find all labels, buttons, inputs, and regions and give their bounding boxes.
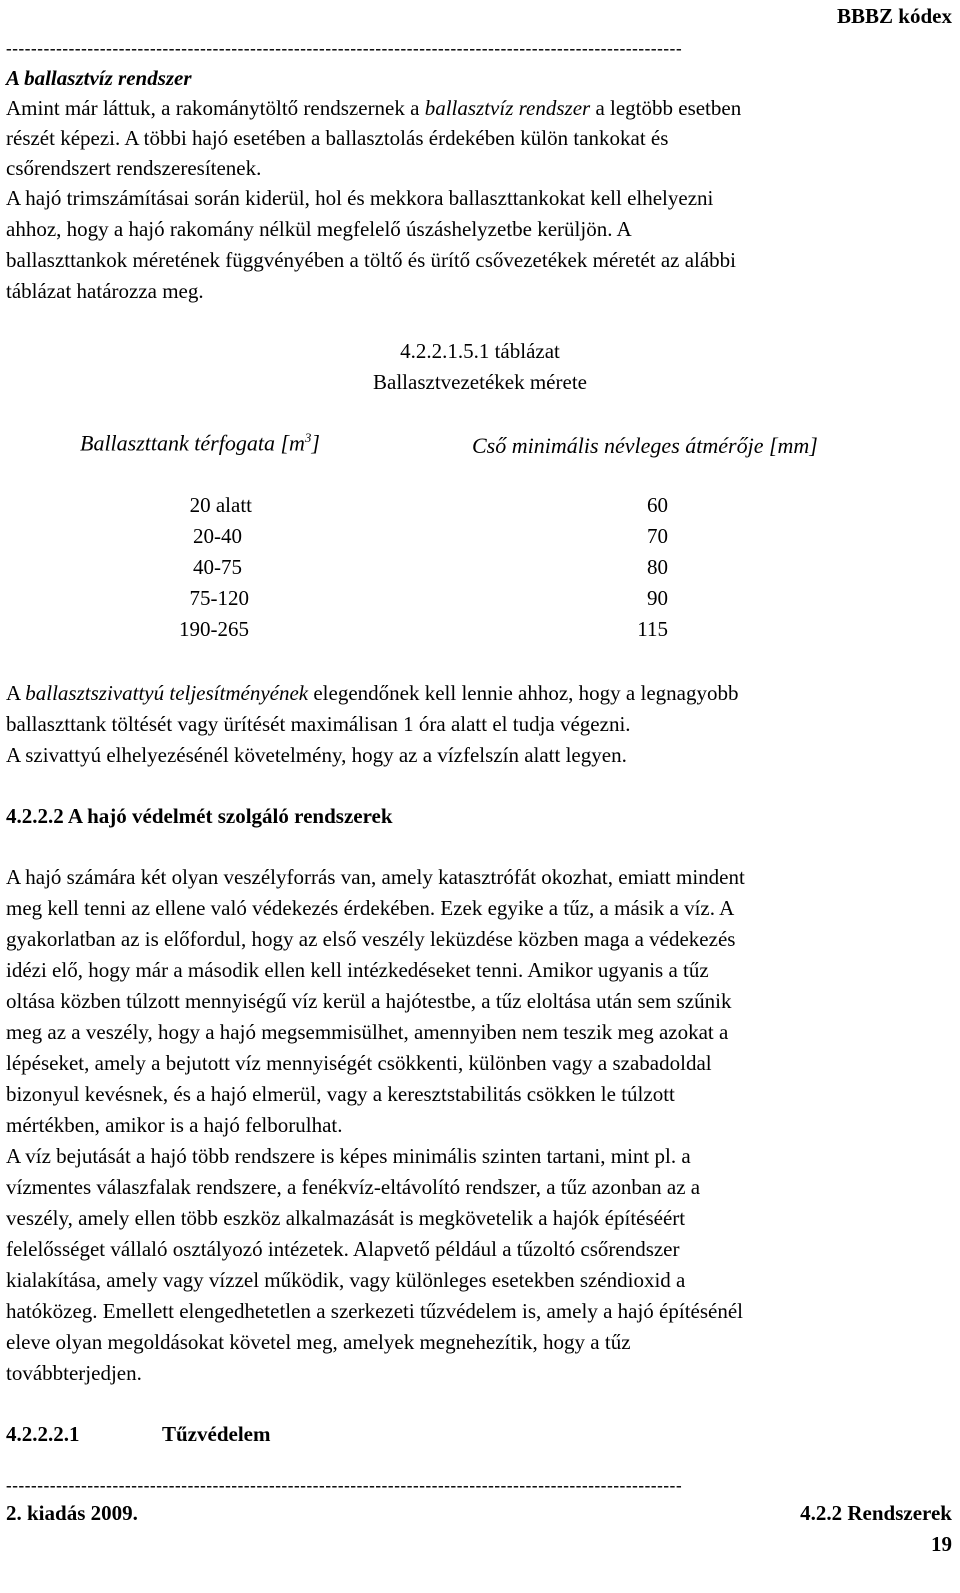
table-row-3-volume: 40-75 xyxy=(193,555,242,579)
para3-line-8: bizonyul kevésnek, és a hajó elmerül, vagy a keresztstabilitás csökken le túlzott xyxy=(6,1082,675,1106)
para1-line-1-end: a legtöbb esetben xyxy=(590,96,742,120)
para3-line-4: idézi elő, hogy már a második ellen kell intézkedéseket tenni. Amikor ugyanis a tűz xyxy=(6,958,709,982)
footer-chapter: 4.2.2 Rendszerek xyxy=(800,1501,952,1525)
table-row-2-volume: 20-40 xyxy=(193,524,242,548)
para1-line-1-start: Amint már láttuk, a rakománytöltő rendszernek a xyxy=(6,96,425,120)
section-title: A ballasztvíz rendszer xyxy=(6,66,192,90)
header-separator: ------------------------------------------------------------------------------------------------------------ xyxy=(6,40,683,58)
para3-line-6: meg az a veszély, hogy a hajó megsemmisülhet, amennyiben nem teszik meg azokat a xyxy=(6,1020,729,1044)
para3-line-2: meg kell tenni az ellene való védekezés érdekében. Ezek egyike a tűz, a másik a víz. A xyxy=(6,896,735,920)
footer-separator: ------------------------------------------------------------------------------------------------------------ xyxy=(6,1477,683,1495)
para3-line-5: oltása közben túlzott mennyiségű víz kerül a hajótestbe, a tűz eloltása után sem szűnik xyxy=(6,989,732,1013)
table-row-5-volume: 190-265 xyxy=(179,617,249,641)
table-row-3-diameter: 80 xyxy=(647,555,668,579)
para2-line-1-start: A xyxy=(6,681,26,705)
para3-line-3: gyakorlatban az is előfordul, hogy az első veszély leküzdése közben maga a védekezés xyxy=(6,927,736,951)
footer-edition: 2. kiadás 2009. xyxy=(6,1501,138,1525)
para3-line-1: A hajó számára két olyan veszélyforrás van, amely katasztrófát okozhat, emiatt mindent xyxy=(6,865,745,889)
para3-line-7: lépéseket, amely a bejutott víz mennyiségét csökkenti, különben vagy a szabadoldal xyxy=(6,1051,712,1075)
para2-line-1 xyxy=(6,678,738,709)
table-col1-header xyxy=(80,430,320,456)
para1-line-4: A hajó trimszámításai során kiderül, hol és mekkora ballaszttankokat kell elhelyezni xyxy=(6,186,714,210)
para1-line-2: részét képezi. A többi hajó esetében a ballasztolás érdekében külön tankokat és xyxy=(6,126,669,150)
table-row-1-diameter: 60 xyxy=(647,493,668,517)
subsubsection-title: Tűzvédelem xyxy=(162,1422,271,1446)
table-row-2-diameter: 70 xyxy=(647,524,668,548)
para3-line-10: A víz bejutását a hajó több rendszere is képes minimális szinten tartani, mint pl. a xyxy=(6,1144,691,1168)
table-row-4-diameter: 90 xyxy=(647,586,668,610)
para1-line-3: csőrendszert rendszeresítenek. xyxy=(6,156,262,180)
para1-line-7: táblázat határozza meg. xyxy=(6,279,204,303)
para2-line-3: A szivattyú elhelyezésénél követelmény, hogy az a vízfelszín alatt legyen. xyxy=(6,743,627,767)
para1-line-6: ballaszttankok méretének függvényében a töltő és ürítő csővezetékek méretét az alábbi xyxy=(6,248,737,272)
table-row-5-diameter: 115 xyxy=(637,617,668,641)
table-row-4-volume: 75-120 xyxy=(189,586,249,610)
para3-line-14: kialakítása, amely vagy vízzel működik, vagy különleges esetekben széndioxid a xyxy=(6,1268,686,1292)
para1-line-1 xyxy=(6,93,741,124)
para3-line-17: továbbterjedjen. xyxy=(6,1361,142,1385)
table-col1-header-text: Ballaszttank térfogata [m xyxy=(80,430,305,456)
subsubsection-number: 4.2.2.2.1 xyxy=(6,1422,80,1446)
header-doc-code: BBBZ kódex xyxy=(837,4,952,28)
para2-line-1-term: ballasztszivattyú teljesítményének xyxy=(25,681,309,705)
para1-line-1-term: ballasztvíz rendszer xyxy=(424,96,591,120)
para2-line-2: ballaszttank töltését vagy ürítését maximálisan 1 óra alatt el tudja végezni. xyxy=(6,712,631,736)
table-col1-header-sup: 3 xyxy=(304,430,312,445)
table-number: 4.2.2.1.5.1 táblázat xyxy=(400,339,560,363)
para3-line-15: hatóközeg. Emellett elengedhetetlen a szerkezeti tűzvédelem is, amely a hajó építésénél xyxy=(6,1299,743,1323)
para3-line-16: eleve olyan megoldásokat követel meg, amelyek megnehezítik, hogy a tűz xyxy=(6,1330,631,1354)
table-row-1-volume: 20 alatt xyxy=(189,493,252,517)
para3-line-12: veszély, amely ellen több eszköz alkalmazását is megkövetelik a hajók építéséért xyxy=(6,1206,686,1230)
para3-line-13: felelősséget vállaló osztályozó intézetek. Alapvető például a tűzoltó csőrendszer xyxy=(6,1237,680,1261)
table-title: Ballasztvezetékek mérete xyxy=(373,370,587,394)
footer-page-number: 19 xyxy=(931,1532,952,1556)
para3-line-9: mértékben, amikor is a hajó felborulhat. xyxy=(6,1113,343,1137)
para1-line-5: ahhoz, hogy a hajó rakomány nélkül megfelelő úszáshelyzetbe kerüljön. A xyxy=(6,217,632,241)
table-col2-header: Cső minimális névleges átmérője [mm] xyxy=(472,433,818,458)
para2-line-1-end: elegendőnek kell lennie ahhoz, hogy a legnagyobb xyxy=(308,681,739,705)
table-col1-header-end: ] xyxy=(311,430,320,456)
subsection-heading: 4.2.2.2 A hajó védelmét szolgáló rendszerek xyxy=(6,804,393,828)
para3-line-11: vízmentes válaszfalak rendszere, a fenékvíz-eltávolító rendszer, a tűz azonban az a xyxy=(6,1175,701,1199)
